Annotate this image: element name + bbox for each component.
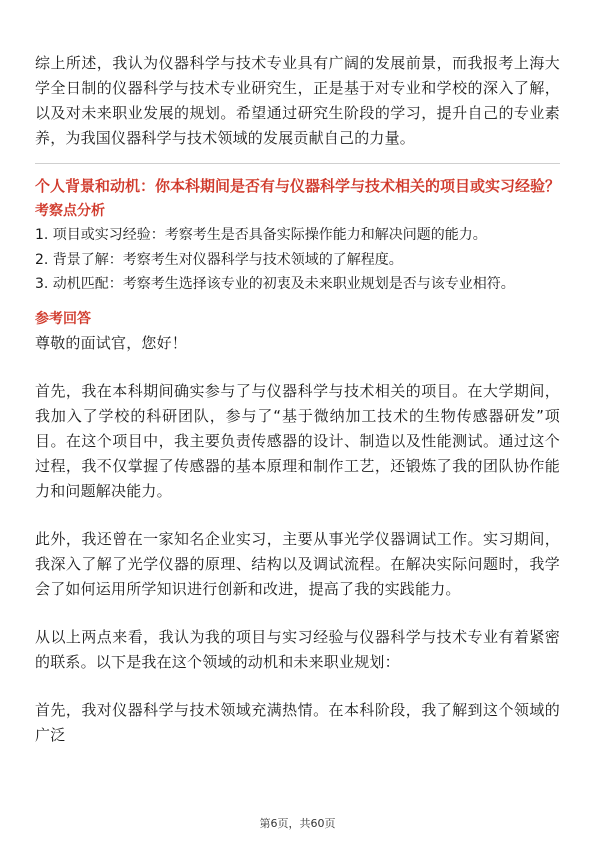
page-content [35,51,560,748]
answer-paragraph: 从以上两点来看，我认为我的项目与实习经验与仪器科学与技术专业有着紧密的联系。以下是我在这个领域的动机和未来职业规划： [35,627,560,671]
analysis-point: 3. 动机匹配：考察考生选择该专业的初衷及未来职业规划是否与该专业相符。 [35,276,515,292]
answer-paragraph: 首先，我对仪器科学与技术领域充满热情。在本科阶段，我了解到这个领域的广泛 [35,700,560,744]
analysis-point: 1. 项目或实习经验：考察考生是否具备实际操作能力和解决问题的能力。 [35,227,487,243]
page-number-footer: 第6页，共60页 [259,817,336,830]
analysis-point: 2. 背景了解：考察考生对仪器科学与技术领域的了解程度。 [35,251,403,268]
answer-paragraph: 此外，我还曾在一家知名企业实习，主要从事光学仪器调试工作。实习期间，我深入了解了光学仪器的原理、结构以及调试流程。在解决实际问题时，我学会了如何运用所学知识进行创新和改进，提高了我的实践能力。 [35,529,560,598]
answer-title: 参考回答 [35,310,91,327]
intro-paragraph: 综上所述，我认为仪器科学与技术专业具有广阔的发展前景，而我报考上海大学全日制的仪器科学与技术专业研究生，正是基于对专业和学校的深入了解，以及对未来职业发展的规划。希望通过研究生阶段的学习，提升自己的专业素养，为我国仪器科学与技术领域的发展贡献自己的力量。 [35,54,560,147]
answer-greeting: 尊敬的面试官，您好！ [35,333,188,352]
analysis-title: 考察点分析 [35,203,105,219]
section-divider [35,163,560,164]
answer-paragraph: 首先，我在本科期间确实参与了与仪器科学与技术相关的项目。在大学期间，我加入了学校的科研团队，参与了“基于微纳加工技术的生物传感器研发”项目。在这个项目中，我主要负责传感器的设计、制造以及性能测试。通过这个过程，我不仅掌握了传感器的基本原理和制作工艺，还锻炼了我的团队协作能力和问题解决能力。 [35,381,560,500]
interview-question: 个人背景和动机：你本科期间是否有与仪器科学与技术相关的项目或实习经验？ [35,177,561,195]
